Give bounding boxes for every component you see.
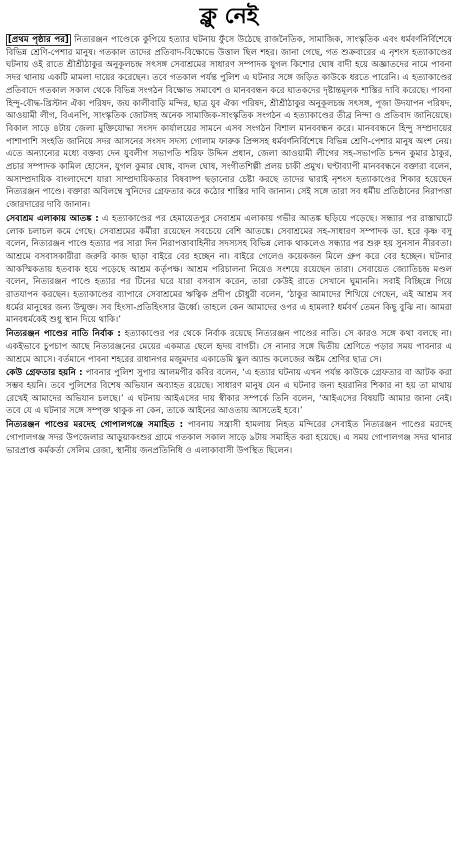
paragraph-text: এ হত্যাকাণ্ডের পর হেমায়েতপুর সেবাশ্রম এলাকায় গভীর আতঙ্ক ছড়িয়ে পড়েছে। সন্ধ্যার পর রাস্তাঘাটে লোক চলাচল কমে গেছে। সেবাশ্রমের কর্মীরা রয়েছেন সবচেয়ে বেশি আতঙ্কে। সেবাশ্রমের সহ-সাধারণ সম্পাদক ডা. হরে কৃষ্ণ বসু বলেন, নিত্যরঞ্জন পাণ্ডে হত্যার পর সারা দিন নিরাপত্তাবাহিনীর সদস্যসহ বিভিন্ন লোক থাকলেও সন্ধ্যার পর শুরু হয় সুনসান নীরবতা। আশ্রমে বসবাসকারীরা জরুরি কাজ ছাড়া বাইরে বের হচ্ছেন না। বাইরে গেলেও কয়েকজন মিলে গ্রুপ করে বের হচ্ছেন। ঘটনার আকস্মিকতায় হতবাক হয়ে পড়েছে আশ্রম কর্তৃপক্ষ। আশ্রম পরিচালনা নিয়েও সংশয়ে রয়েছেন তারা। সেবায়েত জ্যোতিচন্দ্র মণ্ডল বলেন, নিত্যরঞ্জন পাণ্ডে হত্যার পর টিনের ঘরে যারা বসবাস করেন, তারা কেউই রাতে সেখানে ঘুমাননি। সবাই বিচ্ছিন্নে গিয়ে রাতযাপন করছেন। হত্যাকাণ্ডের ব্যাপারে সেবাশ্রমের ঋত্বিক প্রদীপ চৌধুরী বলেন, ‘ঠাকুর আমাদের শিখিয়ে গেছেন, এই আশ্রম সব ধর্মের মানুষের জন্য উন্মুক্ত। সব হিংসা-প্রতিহিংসার ঊর্ধ্বে। তাহলে কেন আমাদের ওপর এ হামলা? ধর্মবর্ণ তেমন কিছু বুঝি না। আমরা মানবধর্মকেই শুধু স্থান দিয়ে থাকি।’ bbox=[6, 213, 452, 326]
article-paragraph-intro bbox=[6, 34, 452, 212]
subhead-burial: নিত্যরঞ্জন পাণ্ডের মরদেহ গোপালগঞ্জে সমাহিত : bbox=[6, 420, 184, 431]
article-paragraph-grandson bbox=[6, 328, 452, 366]
article-paragraph-burial bbox=[6, 419, 452, 457]
subhead-ashram-panic: সেবাশ্রম এলাকায় আতঙ্ক : bbox=[6, 213, 99, 224]
article-headline: ক্লু নেই bbox=[199, 4, 259, 29]
paragraph-text: হত্যাকাণ্ডের পর থেকে নির্বাক রয়েছে নিত্যরঞ্জন পাণ্ডের নাতি। সে কারও সঙ্গে কথা বলছে না। একইভাবে চুপচাপ আছে নিত্যরঞ্জনের মেয়ের একমাত্র ছেলে হৃদয় বাগচী। সে নানার সঙ্গে দ্বিতীয় শ্রেণিতে পড়ার সময় পাবনার এ আশ্রমে আসে। বর্তমানে পাবনা শহরের রাধানগর মজুমদার একাডেমি স্কুল অ্যান্ড কলেজের অষ্টম শ্রেণির ছাত্র সে। bbox=[6, 329, 452, 365]
continued-from-marker: [প্রথম পৃষ্ঠার পর] bbox=[8, 35, 69, 45]
paragraph-text: পাবনার পুলিশ সুপার আলমগীর কবির বলেন, ‘এ হত্যার ঘটনায় এখন পর্যন্ত কাউকে গ্রেফতার বা আটক করা সম্ভব হয়নি। তবে পুলিশের বিশেষ অভিযান অব্যাহত রয়েছে। সাধারণ মানুষ যেন এ ঘটনার জন্য হয়রানির শিকার না হয় তা মাথায় রেখেই আমাদের অভিযান চলছে।’ এ ঘটনায় আইএসের দায় স্বীকার সম্পর্কে তিনি বলেন, ‘আইএসের বিষয়টি আমার জানা নেই। তবে যে এ ঘটনার সঙ্গে সম্পৃক্ত থাকুক না কেন, তাকে আইনের আওতায় আসতেই হবে।’ bbox=[6, 368, 452, 417]
subhead-no-arrest: কেউ গ্রেফতার হয়নি : bbox=[6, 368, 83, 379]
subhead-grandson-silent: নিত্যরঞ্জন পাণ্ডের নাতি নির্বাক : bbox=[6, 329, 121, 340]
article-paragraph-no-arrest bbox=[6, 367, 452, 418]
paragraph-text: নিত্যরঞ্জন পাণ্ডেকে কুপিয়ে হত্যার ঘটনায় ফুঁসে উঠেছে রাজনৈতিক, সামাজিক, সাংস্কৃতিক এবং ধর্মবর্ণনির্বিশেষে বিভিন্ন শ্রেণি-পেশার মানুষ। গতকাল তাদের প্রতিবাদ-বিক্ষোভে উত্তাল ছিল শহর। জানা গেছে, গত শুক্রবারের এ নৃশংস হত্যাকাণ্ডের ঘটনায় ওই রাতে শ্রীশ্রীঠাকুর অনুকূলচন্দ্র সৎসঙ্গ সেবাশ্রমের সাধারণ সম্পাদক যুগল কিশোর ঘোষ বাদী হয়ে অজ্ঞাতদের নামে পাবনা সদর থানায় একটি মামলা দায়ের করেছেন। তবে গতকাল পর্যন্ত পুলিশ এ ঘটনার সঙ্গে জড়িত কাউকে ধরতে পারেনি। এ হত্যাকাণ্ডের প্রতিবাদে গতকাল সকাল থেকে বিভিন্ন সংগঠন বিক্ষোভ সমাবেশ ও মানববন্ধন করে ঘাতকদের দৃষ্টান্তমূলক শাস্তির দাবি করেছে। পাবনা হিন্দু-বৌদ্ধ-খ্রিস্টান ঐক্য পরিষদ, জয় কালীবাড়ি মন্দির, ছাত্র যুব ঐক্য পরিষদ, শ্রীশ্রীঠাকুর অনুকূলচন্দ্র সৎসঙ্গ, পূজা উদযাপন পরিষদ, আওয়ামী লীগ, বিএনপি, সাংস্কৃতিক জোটসহ অনেক সামাজিক-সাংস্কৃতিক সংগঠন এ হত্যাকাণ্ডের তীব্র নিন্দা ও প্রতিবাদ জানিয়েছে। বিকাল সাড়ে ৪টায় জেলা মুক্তিযোদ্ধা সংসদ কার্যালয়ের সামনে এসব সংগঠন বিশাল মানববন্ধন করে। মানববন্ধনে হিন্দু সম্প্রদায়ের পাশাপাশি সংহতি জানিয়ে সদর আসনের সংসদ সদস্য গোলাম ফারুক প্রিন্সসহ ধর্মবর্ণনির্বিশেষে বিভিন্ন শ্রেণি-পেশার মানুষ অংশ নেয়। এতে অন্যান্যের মধ্যে বক্তব্য দেন যুবলীগ সভাপতি শরিফ উদ্দিন প্রধান, জেলা আওয়ামী লীগের সহ-সভাপতি চন্দন কুমার ঠাকুর, প্রচার সম্পাদক কামিল হোসেন, যুগল কুমার ঘোষ, বাদল ঘোষ, সংগীতশিল্পী প্রলয় চাকী প্রমুখ। ঘণ্টাব্যাপী মানববন্ধনে বক্তারা বলেন, অসাম্প্রদায়িক বাংলাদেশে যারা সাম্প্রদায়িকতার বিষবাষ্প ছড়ানোর চেষ্টা করছে তাদের দ্বারাই নৃশংস হত্যাকাণ্ডের শিকার হয়েছেন নিত্যরঞ্জন পাণ্ডে। বক্তারা অবিলম্বে খুনিদের গ্রেফতার করে কঠোর শাস্তির দাবি জানান। সেই সঙ্গে তারা সব ধর্মীয় প্রতিষ্ঠানের নিরাপত্তা জোরদারের দাবি জানান। bbox=[6, 35, 452, 211]
article-paragraph-panic bbox=[6, 213, 452, 327]
paragraph-text: পাবনায় সন্ত্রাসী হামলায় নিহত মন্দিরের সেবাইত নিত্যরঞ্জন পাণ্ডের মরদেহ গোপালগঞ্জ সদর উপজেলার আড়ুয়াকংশুর গ্রামে গতকাল সকাল সাড়ে ৯টায় সমাহিত করা হয়েছে। এ সময় গোপালগঞ্জ সদর থানার ভারপ্রাপ্ত কর্মকর্তা সেলিম রেজা, স্থানীয় জনপ্রতিনিধি ও এলাকাবাসী উপস্থিত ছিলেন। bbox=[6, 420, 452, 456]
